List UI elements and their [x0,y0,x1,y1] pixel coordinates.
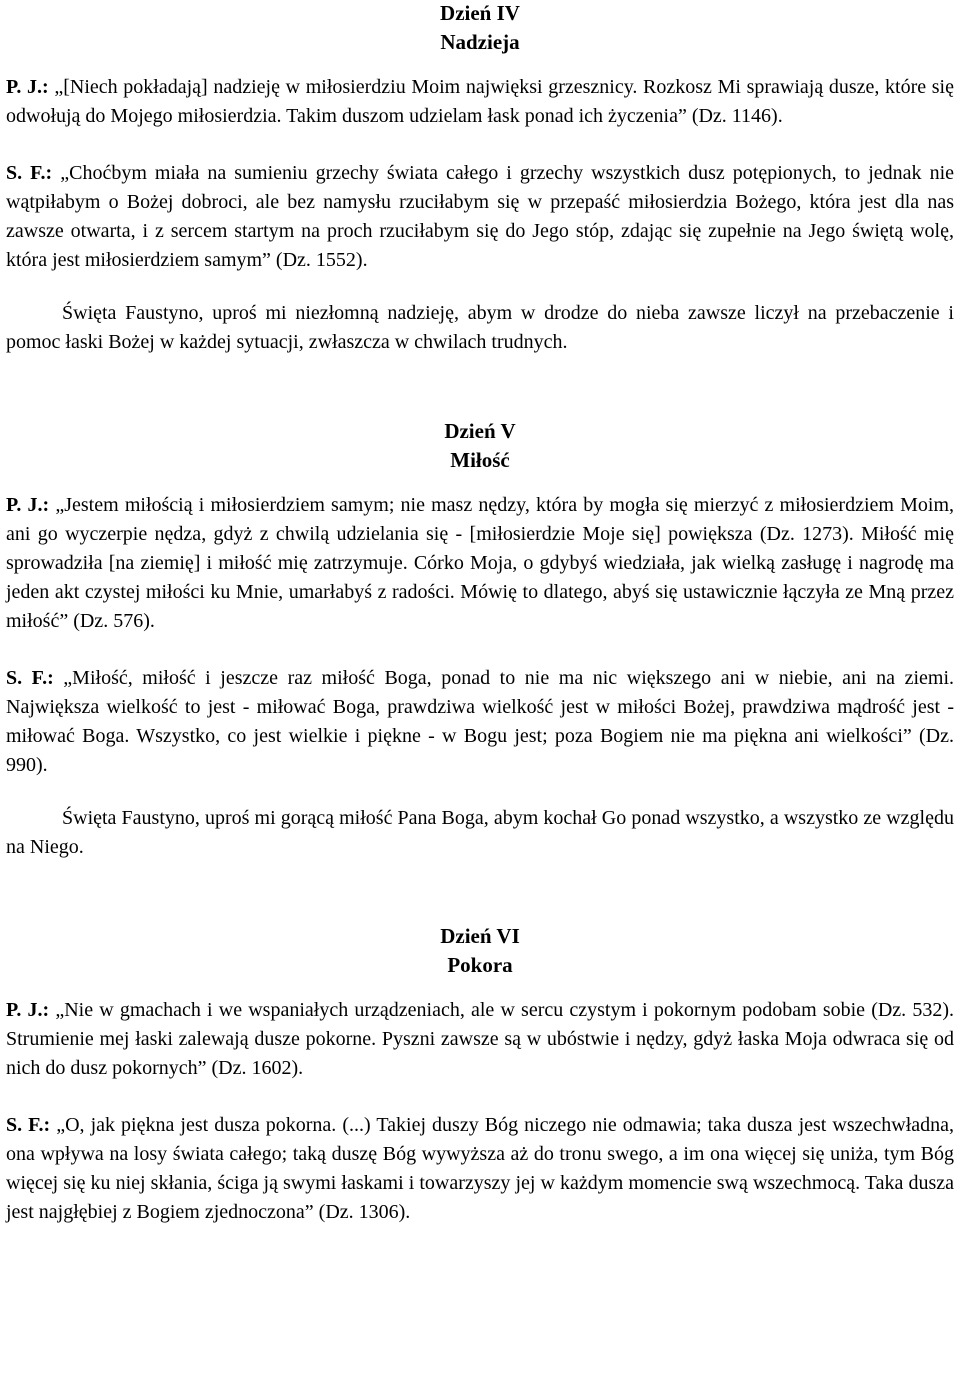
day5-faustina-text: „Miłość, miłość i jeszcze raz miłość Boga, ponad to nie ma nic większego ani w niebie, ani na ziemi. Największa wielkość to jest - miłować Boga, prawdziwa wielkość jest w miłości Bożej, prawdziwa mądrość jest - miłować Boga. Wszystko, co jest wielkie i piękne - w Bogu jest; poza Bogiem nie ma piękna ani wielkości” (Dz. 990). [6,667,954,776]
day4-jesus-text: „[Niech pokładają] nadzieję w miłosierdziu Moim najwięksi grzesznicy. Rozkosz Mi sprawiają dusze, które się odwołują do Mojego miłosierdzia. Takim duszom udzielam łask ponad ich życzenia” (Dz. 1146). [6,76,954,127]
day4-section [6,0,954,357]
day4-faustina-speaker: S. F.: [6,162,53,184]
day6-jesus-text: „Nie w gmachach i we wspaniałych urządzeniach, ale w sercu czystym i pokornym podobam sobie (Dz. 532). Strumienie mej łaski zalewają dusze pokorne. Pyszni zawsze są w ubóstwie i nędzy, gdyż łaska Moja odwraca się od nich do dusz pokornych” (Dz. 1602). [6,999,954,1079]
day5-jesus-speaker: P. J.: [6,494,50,516]
day5-jesus-paragraph [6,491,954,636]
day6-title: Dzień VI [440,924,520,948]
day6-faustina-text: „O, jak piękna jest dusza pokorna. (...) Takiej duszy Bóg niczego nie odmawia; taka dusza jest wszechwładna, ona wpływa na losy świata całego; taką duszę Bóg wywyższa aż do tronu swego, a im ona więcej się uniża, tym Bóg więcej się ku niej skłania, ściga ją swymi łaskami i towarzyszy jej w każdym momencie swą wszechmocą. Taka dusza jest najgłębiej z Bogiem zjednoczona” (Dz. 1306). [6,1114,954,1223]
day5-subtitle: Miłość [450,448,510,472]
day4-jesus-paragraph [6,73,954,131]
day5-section [6,417,954,862]
day5-faustina-paragraph [6,664,954,780]
day6-faustina-speaker: S. F.: [6,1114,51,1136]
day4-faustina-paragraph [6,159,954,275]
day4-title: Dzień IV [440,1,520,25]
day6-section [6,922,954,1227]
day5-prayer: Święta Faustyno, uproś mi gorącą miłość Pana Boga, abym kochał Go ponad wszystko, a wszystko ze względu na Niego. [6,807,954,858]
day4-jesus-speaker: P. J.: [6,76,49,98]
day5-jesus-text: „Jestem miłością i miłosierdziem samym; nie masz nędzy, która by mogła się mierzyć z miłosierdziem Moim, ani go wyczerpie nędza, gdyż z chwilą udzielania się - [miłosierdzie Moje się] powiększa (Dz. 1273). Miłość mię sprowadziła [na ziemię] i miłość mię zatrzymuje. Córko Moja, o gdybyś wiedziała, jak wielką zasługę i nagrodę ma jeden akt czystej miłości ku Mnie, umarłabyś z radości. Mówię to dlatego, abyś się ustawicznie łączyła ze Mną przez miłość” (Dz. 576). [6,494,954,632]
day4-prayer: Święta Faustyno, uproś mi niezłomną nadzieję, abym w drodze do nieba zawsze liczył na przebaczenie i pomoc łaski Bożej w każdej sytuacji, zwłaszcza w chwilach trudnych. [6,302,954,353]
day5-title: Dzień V [444,419,516,443]
day4-subtitle: Nadzieja [440,30,520,54]
day5-faustina-speaker: S. F.: [6,667,54,689]
day6-faustina-paragraph [6,1111,954,1227]
day4-faustina-text: „Choćbym miała na sumieniu grzechy świata całego i grzechy wszystkich dusz potępionych, to jednak nie wątpiłabym o Bożej dobroci, ale bez namysłu rzuciłabym się w przepaść miłosierdzia Bożego, która jest dla nas zawsze otwarta, i z sercem startym na proch rzuciłabym się do Jego stóp, zdając się zupełnie na Jego świętą wolę, która jest miłosierdziem samym” (Dz. 1552). [6,162,955,271]
day6-jesus-paragraph [6,996,954,1083]
day6-jesus-speaker: P. J.: [6,999,50,1021]
day6-subtitle: Pokora [447,953,513,977]
